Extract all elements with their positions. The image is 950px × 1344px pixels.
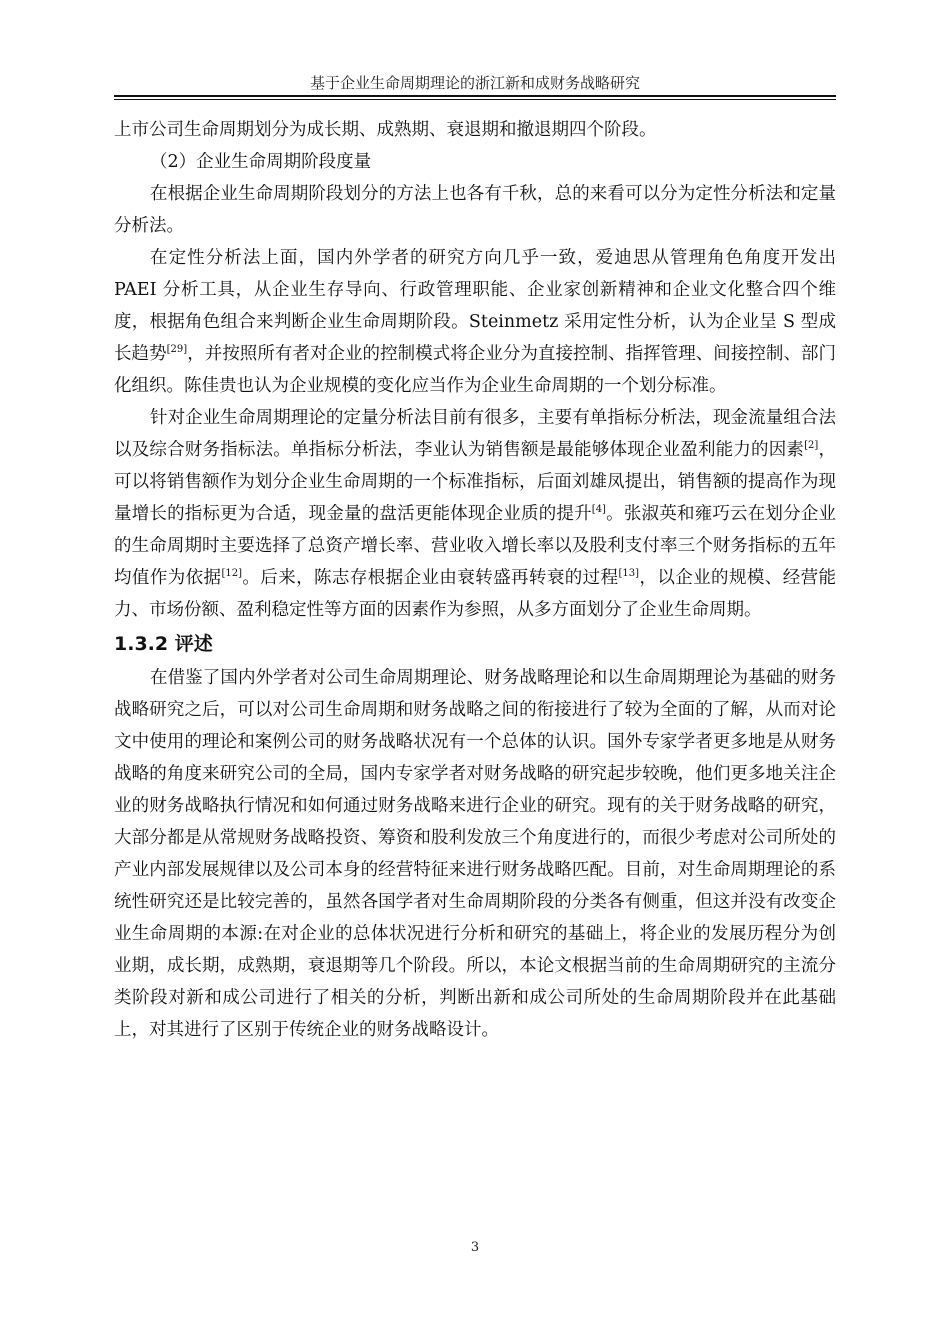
text-run: ，可以将销售额作为划分企业生命周期的一个标准指标，后面刘雄凤提出，销售额的提高作为现量增长的指标更为合适，现金量的盘活更能体现企业质的提升 (114, 440, 837, 524)
citation-ref: [13] (618, 568, 640, 580)
header-rule-thin (114, 99, 836, 100)
text-run: 。后来，陈志存根据企业由衰转盛再转衰的过程 (241, 568, 619, 588)
header-rule-thick (114, 95, 836, 97)
running-header-title: 基于企业生命周期理论的浙江新和成财务战略研究 (309, 74, 640, 92)
citation-ref: [12] (221, 568, 242, 580)
subsection-heading: （2）企业生命周期阶段度量 (150, 152, 372, 172)
paragraph-quantitative (114, 402, 836, 626)
paragraph-continuation: 上市公司生命周期划分为成长期、成熟期、衰退期和撤退期四个阶段。 (114, 120, 657, 140)
citation-ref: [29] (166, 344, 188, 356)
paragraph: 在根据企业生命周期阶段划分的方法上也各有千秋，总的来看可以分为定性分析法和定量分析法。 (114, 184, 836, 236)
citation-ref: [4] (591, 504, 606, 516)
section-heading: 1.3.2 评述 (114, 633, 213, 655)
text-run: ，并按照所有者对企业的控制模式将企业分为直接控制、指挥管理、间接控制、部门化组织。陈佳贵也认为企业规模的变化应当作为企业生命周期的一个划分标准。 (114, 344, 837, 396)
paragraph-qualitative (114, 242, 836, 402)
text-run: 。张淑英和雍巧云在划分企业的生命周期时主要选择了总资产增长率、营业收入增长率以及股利支付率三个财务指标的五年均值作为依据 (114, 504, 837, 588)
page-number: 3 (470, 1240, 480, 1255)
citation-ref: [2] (804, 440, 819, 452)
paragraph-review: 在借鉴了国内外学者对公司生命周期理论、财务战略理论和以生命周期理论为基础的财务战略研究之后，可以对公司生命周期和财务战略之间的衔接进行了较为全面的了解，从而对论文中使用的理论和案例公司的财务战略状况有一个总体的认识。国外专家学者更多地是从财务战略的角度来研究公司的全局，国内专家学者对财务战略的研究起步较晚，他们更多地关注企业的财务战略执行情况和如何通过财务战略来进行企业的研究。现有的关于财务战略的研究，大部分都是从常规财务战略投资、筹资和股利发放三个角度进行的，而很少考虑对公司所处的产业内部发展规律以及公司本身的经营特征来进行财务战略匹配。目前，对生命周期理论的系统性研究还是比较完善的，虽然各国学者对生命周期阶段的分类各有侧重，但这并没有改变企业生命周期的本源:在对企业的总体状况进行分析和研究的基础上，将企业的发展历程分为创业期，成长期，成熟期，衰退期等几个阶段。所以，本论文根据当前的生命周期研究的主流分类阶段对新和成公司进行了相关的分析，判断出新和成公司所处的生命周期阶段并在此基础上，对其进行了区别于传统企业的财务战略设计。 (114, 668, 836, 1040)
text-run: 针对企业生命周期理论的定量分析法目前有很多，主要有单指标分析法，现金流量组合法以及综合财务指标法。单指标分析法，李业认为销售额是最能够体现企业盈利能力的因素 (114, 408, 836, 460)
body-text (114, 114, 836, 1046)
text-run: ，以企业的规模、经营能力、市场份额、盈利稳定性等方面的因素作为参照，从多方面划分了企业生命周期。 (114, 568, 837, 620)
text-run: 在定性分析法上面，国内外学者的研究方向几乎一致，爱迪思从管理角色角度开发出 PAEI 分析工具，从企业生存导向、行政管理职能、企业家创新精神和企业文化整合四个维度，根据角色组合来判断企业生命周期阶段。Steinmetz 采用定性分析，认为企业呈 S 型成长趋势 (114, 248, 836, 364)
